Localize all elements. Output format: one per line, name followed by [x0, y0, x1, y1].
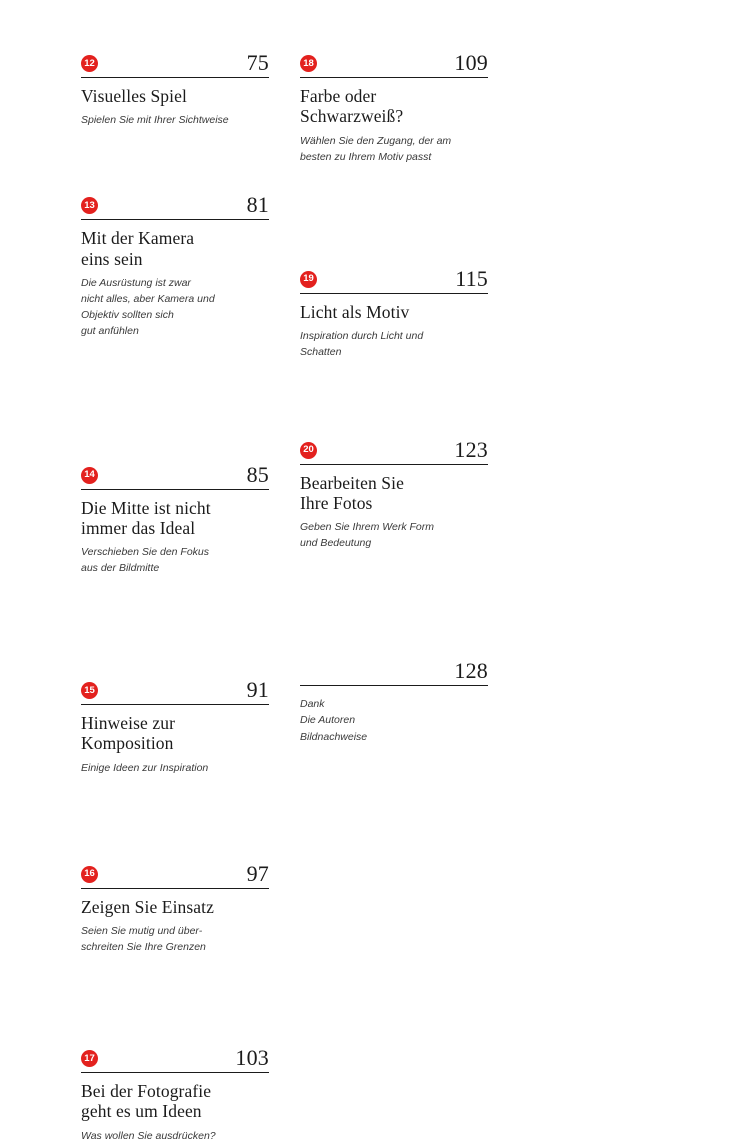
toc-entry-subtitle	[81, 1129, 269, 1144]
title-line: geht es um Ideen	[81, 1101, 269, 1121]
subtitle-line: Bildnachweise	[300, 729, 488, 745]
toc-entry-head	[81, 48, 269, 78]
subtitle-line: Was wollen Sie ausdrücken?	[81, 1129, 269, 1144]
toc-entry[interactable]	[81, 190, 269, 339]
toc-entry[interactable]	[81, 859, 269, 956]
page-number: 97	[247, 863, 269, 885]
subtitle-line: Inspiration durch Licht und	[300, 329, 488, 345]
title-line: Komposition	[81, 733, 269, 753]
subtitle-line: gut anfühlen	[81, 324, 269, 340]
page-number: 115	[455, 268, 488, 290]
toc-entry[interactable]	[81, 1043, 269, 1144]
toc-entry-head	[300, 264, 488, 294]
toc-entry-head	[81, 190, 269, 220]
toc-entry-title	[300, 86, 488, 127]
title-line: Bei der Fotografie	[81, 1081, 269, 1101]
toc-entry-head	[300, 435, 488, 465]
subtitle-line: und Bedeutung	[300, 536, 488, 552]
subtitle-line: Seien Sie mutig und über-	[81, 924, 269, 940]
chapter-number-badge: 17	[81, 1050, 98, 1067]
page-number: 81	[247, 194, 269, 216]
title-line: Farbe oder	[300, 86, 488, 106]
toc-entry-subtitle	[300, 520, 488, 552]
subtitle-line: Die Ausrüstung ist zwar	[81, 276, 269, 292]
toc-back-matter-list	[300, 696, 488, 745]
toc-entry-subtitle	[300, 134, 488, 166]
toc-entry-subtitle	[81, 113, 269, 129]
toc-entry-subtitle	[81, 761, 269, 777]
chapter-number-badge: 20	[300, 442, 317, 459]
chapter-number-badge: 18	[300, 55, 317, 72]
toc-entry-subtitle	[300, 329, 488, 361]
page-number: 109	[454, 52, 488, 74]
subtitle-line: Einige Ideen zur Inspiration	[81, 761, 269, 777]
toc-entry-head	[300, 48, 488, 78]
title-line: Mit der Kamera	[81, 228, 269, 248]
toc-entry-subtitle	[81, 276, 269, 340]
toc-entry-title	[81, 1081, 269, 1122]
title-line: Schwarzweiß?	[300, 106, 488, 126]
subtitle-line: Verschieben Sie den Fokus	[81, 545, 269, 561]
subtitle-line: Spielen Sie mit Ihrer Sichtweise	[81, 113, 269, 129]
title-line: Hinweise zur	[81, 713, 269, 733]
chapter-number-badge: 19	[300, 271, 317, 288]
subtitle-line: aus der Bildmitte	[81, 561, 269, 577]
page-number: 103	[235, 1047, 269, 1069]
subtitle-line: Dank	[300, 696, 488, 712]
subtitle-line: Die Autoren	[300, 712, 488, 728]
toc-entry-title	[81, 228, 269, 269]
left-column	[81, 48, 269, 1144]
toc-entry-head	[81, 460, 269, 490]
subtitle-line: besten zu Ihrem Motiv passt	[300, 150, 488, 166]
toc-entry[interactable]	[81, 460, 269, 578]
title-line: Zeigen Sie Einsatz	[81, 897, 269, 917]
toc-entry[interactable]	[300, 435, 488, 553]
title-line: Visuelles Spiel	[81, 86, 269, 106]
chapter-number-badge: 13	[81, 197, 98, 214]
toc-entry-title	[81, 498, 269, 539]
toc-entry-subtitle	[81, 545, 269, 577]
toc-entry[interactable]	[300, 264, 488, 361]
toc-entry-title	[81, 897, 269, 917]
subtitle-line: Wählen Sie den Zugang, der am	[300, 134, 488, 150]
toc-entry-title	[300, 473, 488, 514]
subtitle-line: Schatten	[300, 345, 488, 361]
chapter-number-badge: 14	[81, 467, 98, 484]
toc-entry-subtitle	[81, 924, 269, 956]
title-line: immer das Ideal	[81, 518, 269, 538]
subtitle-line: Geben Sie Ihrem Werk Form	[300, 520, 488, 536]
page-number: 75	[247, 52, 269, 74]
title-line: Die Mitte ist nicht	[81, 498, 269, 518]
toc-entry-head	[81, 675, 269, 705]
page-number: 85	[247, 464, 269, 486]
chapter-number-badge: 12	[81, 55, 98, 72]
toc-entry-head	[81, 1043, 269, 1073]
toc-entry-title	[81, 86, 269, 106]
toc-entry-title	[300, 302, 488, 322]
badge-spacer	[300, 665, 317, 682]
toc-entry[interactable]	[81, 48, 269, 129]
toc-entry-head	[81, 859, 269, 889]
toc-entry-head	[300, 656, 488, 686]
toc-entry[interactable]	[81, 675, 269, 777]
page-number: 123	[454, 439, 488, 461]
page-number: 91	[247, 679, 269, 701]
title-line: Ihre Fotos	[300, 493, 488, 513]
title-line: Bearbeiten Sie	[300, 473, 488, 493]
toc-entry[interactable]	[300, 656, 488, 745]
title-line: Licht als Motiv	[300, 302, 488, 322]
subtitle-line: Objektiv sollten sich	[81, 308, 269, 324]
page-number: 128	[454, 660, 488, 682]
title-line: eins sein	[81, 249, 269, 269]
toc-entry-title	[81, 713, 269, 754]
chapter-number-badge: 16	[81, 866, 98, 883]
subtitle-line: schreiten Sie Ihre Grenzen	[81, 940, 269, 956]
toc-entry[interactable]	[300, 48, 488, 166]
toc-columns	[81, 48, 653, 1144]
subtitle-line: nicht alles, aber Kamera und	[81, 292, 269, 308]
chapter-number-badge: 15	[81, 682, 98, 699]
right-column	[300, 48, 488, 1144]
